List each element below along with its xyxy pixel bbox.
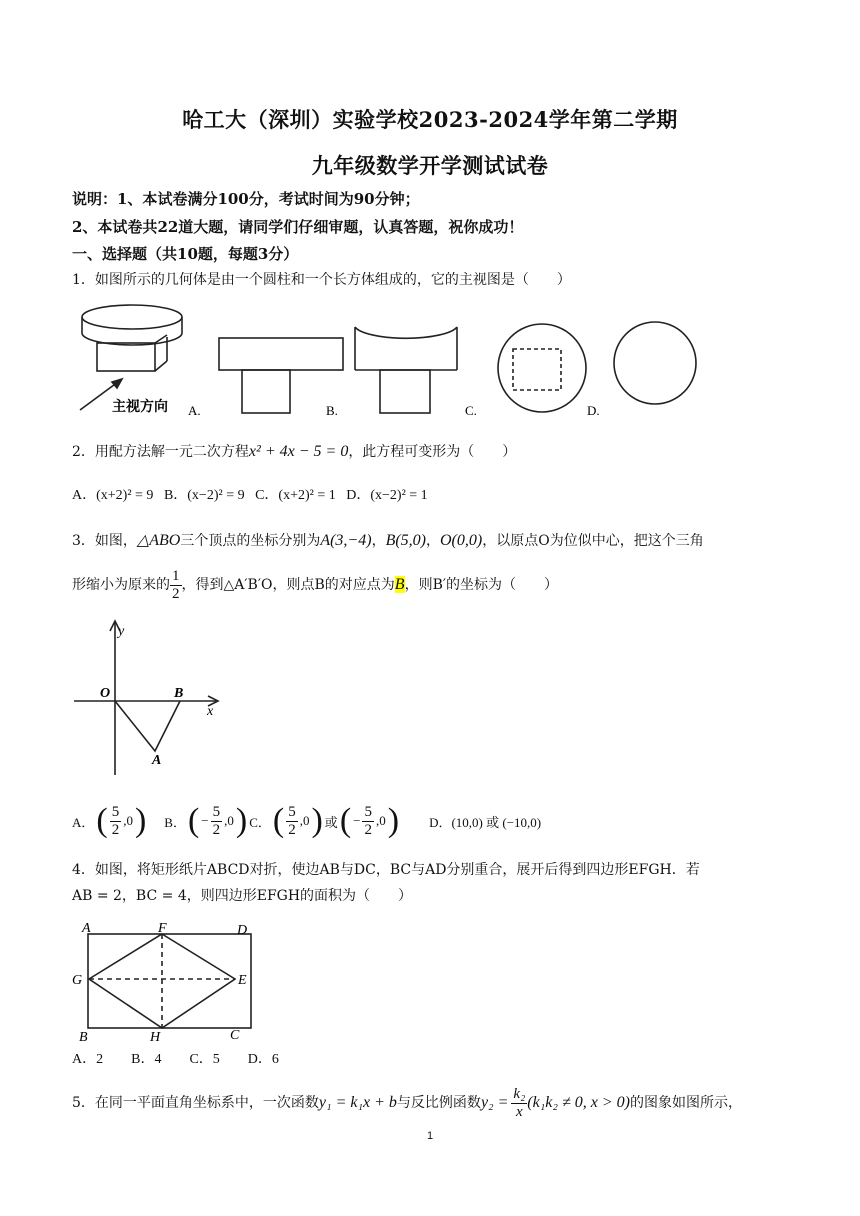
q3-option-c-label: C． — [249, 814, 271, 830]
q3-prefix: 3．如图， — [72, 533, 137, 549]
y-axis-label: y — [118, 624, 125, 639]
question-3-graph — [70, 615, 240, 785]
question-2-stem-suffix: ，此方程可变形为（ ） — [348, 444, 517, 460]
solid-figure — [80, 305, 182, 410]
point-a-label: A — [152, 753, 162, 768]
label-g: G — [72, 973, 83, 988]
fraction-one-half: $\frac{1}{2}$ — [172, 567, 180, 602]
question-2-equation: x² + 4x − 5 = 0 — [248, 443, 349, 460]
question-2-option-b: B．(x−2)² = 9 — [163, 488, 245, 503]
q3-line2-suffix: ，则B′的坐标为（ ） — [404, 577, 559, 593]
q3-option-a-label: A． — [72, 814, 95, 830]
q5-suffix: 的图象如图所示， — [629, 1095, 742, 1111]
instructions-line1: 说明：1、本试卷满分100分，考试时间为90分钟； — [72, 190, 420, 208]
question-2-options — [72, 486, 428, 506]
question-4-options: A．2 B．4 C．5 D．6 — [72, 1052, 279, 1067]
option-b-label: B. — [326, 403, 338, 418]
view-direction-label: 主视方向 — [112, 400, 168, 415]
question-2-stem-prefix: 2．用配方法解一元二次方程 — [72, 444, 249, 460]
point-b-label: B — [174, 686, 184, 701]
label-f: F — [158, 921, 167, 936]
label-e: E — [238, 973, 247, 988]
label-b: B — [79, 1030, 88, 1043]
question-4-figure — [70, 918, 270, 1043]
section-heading: 一、选择题（共10题，每题3分） — [72, 245, 299, 263]
q3-point-b: B(5,0) — [385, 532, 426, 549]
question-5-stem — [72, 1082, 742, 1124]
q3-point-o: O(0,0) — [440, 532, 483, 549]
option-c-label: C. — [465, 403, 477, 418]
option-c-figure — [355, 327, 457, 413]
q3-option-d: D．(10,0) 或 (−10,0) — [429, 814, 542, 830]
question-2-option-d: D．(x−2)² = 1 — [346, 488, 428, 503]
question-2-option-c: C．(x+2)² = 1 — [255, 488, 336, 503]
q3-point-a: A(3,−4) — [320, 532, 372, 549]
question-3-line1: 3．如图，△ABO三个顶点的坐标分别为A(3,−4)，B(5,0)，O(0,0)，以原点O为位似中心，把这个三角 — [72, 532, 704, 549]
question-1-figures — [70, 295, 710, 425]
question-3-options: A． ( $\frac{5}{2}$ ,0 ) B． ( − $\frac{5}{2}$ ,0 ) C． ( $\frac{5}{2}$ ,0 ) 或 ( − $\frac{5}{2}$ ,0 ) D．(10,0) 或 (−10,0) — [72, 802, 542, 839]
page-number: 1 — [426, 1130, 434, 1142]
instructions-line2: 2、本试卷共22道大题，请同学们仔细审题，认真答题，祝你成功！ — [72, 218, 524, 236]
q5-inverse-lhs: y₂ = — [480, 1094, 509, 1111]
x-axis-label: x — [207, 704, 214, 719]
q5-mid: 与反比例函数 — [396, 1095, 481, 1111]
highlighted-point: B — [394, 576, 405, 593]
q3-line2-mid: ，得到△A′B′O，则点B的对应点为 — [181, 577, 395, 593]
exam-title-line2: 九年级数学开学测试试卷 — [311, 153, 549, 178]
question-2-option-a: A．(x+2)² = 9 — [72, 488, 154, 503]
question-1-stem: 1．如图所示的几何体是由一个圆柱和一个长方体组成的，它的主视图是（ ） — [72, 272, 571, 288]
question-3-line2 — [72, 565, 558, 605]
q3-option-b-label: B． — [164, 814, 186, 830]
question-2-stem — [72, 442, 516, 462]
q5-prefix: 5．在同一平面直角坐标系中，一次函数 — [72, 1095, 319, 1111]
q3-suffix: ，以原点O为位似中心，把这个三角 — [482, 533, 704, 549]
label-a: A — [82, 921, 91, 936]
option-d-label: D. — [587, 403, 600, 418]
label-h: H — [150, 1030, 161, 1043]
exam-title-line1: 哈工大（深圳）实验学校2023-2024学年第二学期 — [182, 107, 678, 132]
option-b-figure — [219, 338, 343, 413]
origin-label: O — [100, 686, 111, 701]
question-4-line1: 4．如图，将矩形纸片ABCD对折，使边AB与DC，BC与AD分别重合，展开后得到四边形EFGH．若 — [72, 862, 700, 878]
label-d: D — [237, 923, 248, 938]
q5-condition: (k₁k₂ ≠ 0, x > 0) — [527, 1094, 630, 1111]
q3-line2-prefix: 形缩小为原来的 — [72, 577, 170, 593]
circle-figure — [614, 322, 696, 404]
q5-linear-function: y₁ = k₁x + b — [318, 1094, 397, 1111]
option-a-label: A. — [188, 403, 201, 418]
question-4-line2: AB = 2，BC = 4，则四边形EFGH的面积为（ ） — [72, 888, 413, 904]
q3-mid: 三个顶点的坐标分别为 — [180, 533, 321, 549]
q5-inverse-fraction: $\frac{\text{k₂}}{x}$ — [513, 1085, 526, 1120]
q3-triangle: △ABO — [136, 532, 181, 549]
option-d-figure — [498, 324, 586, 412]
label-c: C — [230, 1028, 240, 1043]
